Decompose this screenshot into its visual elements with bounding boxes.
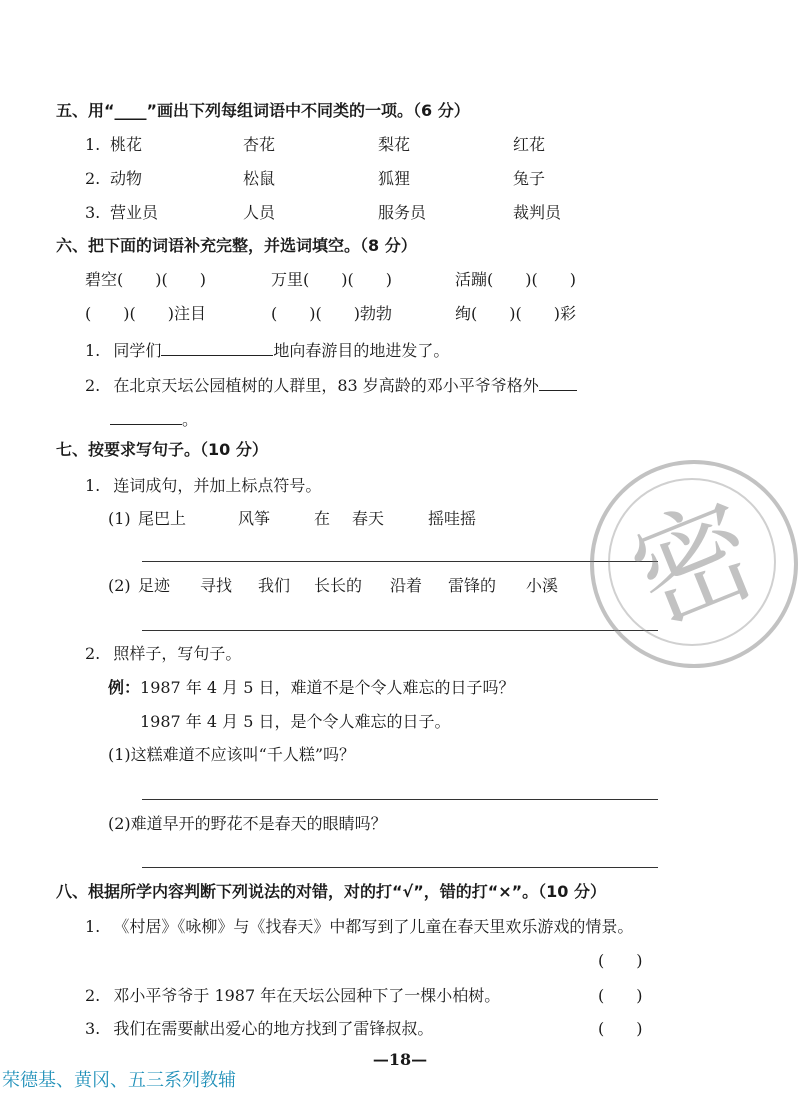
answer-line[interactable] <box>142 561 658 562</box>
s8-item-3 <box>85 1019 433 1039</box>
statement-text: 《村居》《咏柳》与《找春天》中都写到了儿童在春天里欢乐游戏的情景。 <box>113 917 634 936</box>
word-chip: 长长的 <box>314 576 363 595</box>
s8-item-2 <box>85 986 500 1006</box>
answer-blank[interactable] <box>539 374 577 391</box>
word-option: 杏花 <box>243 135 276 154</box>
period: 。 <box>182 410 199 429</box>
word-chip: 雷锋的 <box>448 576 497 595</box>
answer-blank[interactable] <box>161 339 273 356</box>
publisher-brand: 荣德基、黄冈、五三系列教辅 <box>2 1070 236 1091</box>
statement-text: 邓小平爷爷于 1987 年在天坛公园种下了一棵小柏树。 <box>113 986 501 1005</box>
question-text: 地向春游目的地进发了。 <box>273 341 450 360</box>
answer-parens[interactable]: ( ) <box>598 951 643 970</box>
answer-blank[interactable] <box>110 408 182 425</box>
s7-example-2: 1987 年 4 月 5 日，是个令人难忘的日子。 <box>140 712 451 731</box>
s6-question-2 <box>85 374 577 396</box>
example-sentence: 1987 年 4 月 5 日，难道不是个令人难忘的日子吗？ <box>140 678 515 697</box>
idiom-blank: 万里( )( ) <box>271 270 392 289</box>
s7-question-1 <box>85 476 321 496</box>
question-text: 照样子，写句子。 <box>113 644 242 663</box>
section-8-title: 八、根据所学内容判断下列说法的对错，对的打“√”，错的打“×”。（10 分） <box>56 882 606 901</box>
question-number: 1. <box>85 476 101 495</box>
section-6-title: 六、把下面的词语补充完整，并选词填空。（8 分） <box>56 236 417 255</box>
page-number: —18— <box>372 1050 428 1069</box>
answer-parens[interactable]: ( ) <box>598 986 643 1005</box>
word-option: 桃花 <box>110 135 143 154</box>
word-chip: 足迹 <box>138 576 171 595</box>
word-chip: 春天 <box>352 509 385 528</box>
word-option: 服务员 <box>378 203 427 222</box>
question-text: 在北京天坛公园植树的人群里，83 岁高龄的邓小平爷爷格外 <box>113 376 539 395</box>
word-option: 红花 <box>513 135 546 154</box>
item-number: 2. <box>85 986 101 1005</box>
word-chip: 摇哇摇 <box>428 509 477 528</box>
answer-line[interactable] <box>142 799 658 800</box>
seal-character: 密 <box>613 477 775 651</box>
s7-q2-part-1: (1)这糕难道不应该叫“千人糕”吗？ <box>108 745 356 764</box>
word-chip: 风筝 <box>238 509 271 528</box>
answer-parens[interactable]: ( ) <box>598 1019 643 1038</box>
word-chip: 在 <box>314 509 331 528</box>
word-chip: 尾巴上 <box>138 509 187 528</box>
idiom-blank: 绚( )( )彩 <box>455 304 576 323</box>
question-number: 1. <box>85 341 101 360</box>
row-number: 2. <box>85 169 101 188</box>
idiom-blank: 碧空( )( ) <box>85 270 206 289</box>
idiom-blank: ( )( )勃勃 <box>271 304 392 323</box>
word-option: 动物 <box>110 169 143 188</box>
row-number: 1. <box>85 135 101 154</box>
s7-question-2 <box>85 644 241 664</box>
answer-line[interactable] <box>142 867 658 868</box>
word-option: 兔子 <box>513 169 546 188</box>
word-option: 松鼠 <box>243 169 276 188</box>
s7-q2-part-2: (2)难道早开的野花不是春天的眼睛吗？ <box>108 814 387 833</box>
item-number: 3. <box>85 1019 101 1038</box>
section-5-title: 五、用“____”画出下列每组词语中不同类的一项。（6 分） <box>56 101 470 120</box>
sub-label: (1) <box>108 509 131 528</box>
confidential-seal-watermark <box>590 460 798 668</box>
section-7-title: 七、按要求写句子。（10 分） <box>56 440 268 459</box>
s7-example-1 <box>108 678 515 698</box>
question-text: 同学们 <box>113 341 162 360</box>
word-option: 营业员 <box>110 203 159 222</box>
s6-question-2-cont <box>110 408 198 430</box>
row-number: 3. <box>85 203 101 222</box>
word-chip: 沿着 <box>390 576 423 595</box>
item-number: 1. <box>85 917 101 936</box>
s6-question-1 <box>85 339 449 361</box>
question-number: 2. <box>85 644 101 663</box>
idiom-blank: 活蹦( )( ) <box>455 270 576 289</box>
s8-item-1 <box>85 917 633 937</box>
example-label: 例： <box>108 678 141 697</box>
word-option: 裁判员 <box>513 203 562 222</box>
word-option: 狐狸 <box>378 169 411 188</box>
word-option: 梨花 <box>378 135 411 154</box>
word-chip: 小溪 <box>526 576 559 595</box>
question-number: 2. <box>85 376 101 395</box>
idiom-blank: ( )( )注目 <box>85 304 206 323</box>
word-option: 人员 <box>243 203 276 222</box>
word-chip: 寻找 <box>200 576 233 595</box>
answer-line[interactable] <box>142 630 658 631</box>
seal-inner-ring <box>608 478 776 646</box>
word-chip: 我们 <box>258 576 291 595</box>
sub-label: (2) <box>108 576 131 595</box>
statement-text: 我们在需要献出爱心的地方找到了雷锋叔叔。 <box>113 1019 434 1038</box>
question-text: 连词成句，并加上标点符号。 <box>113 476 322 495</box>
